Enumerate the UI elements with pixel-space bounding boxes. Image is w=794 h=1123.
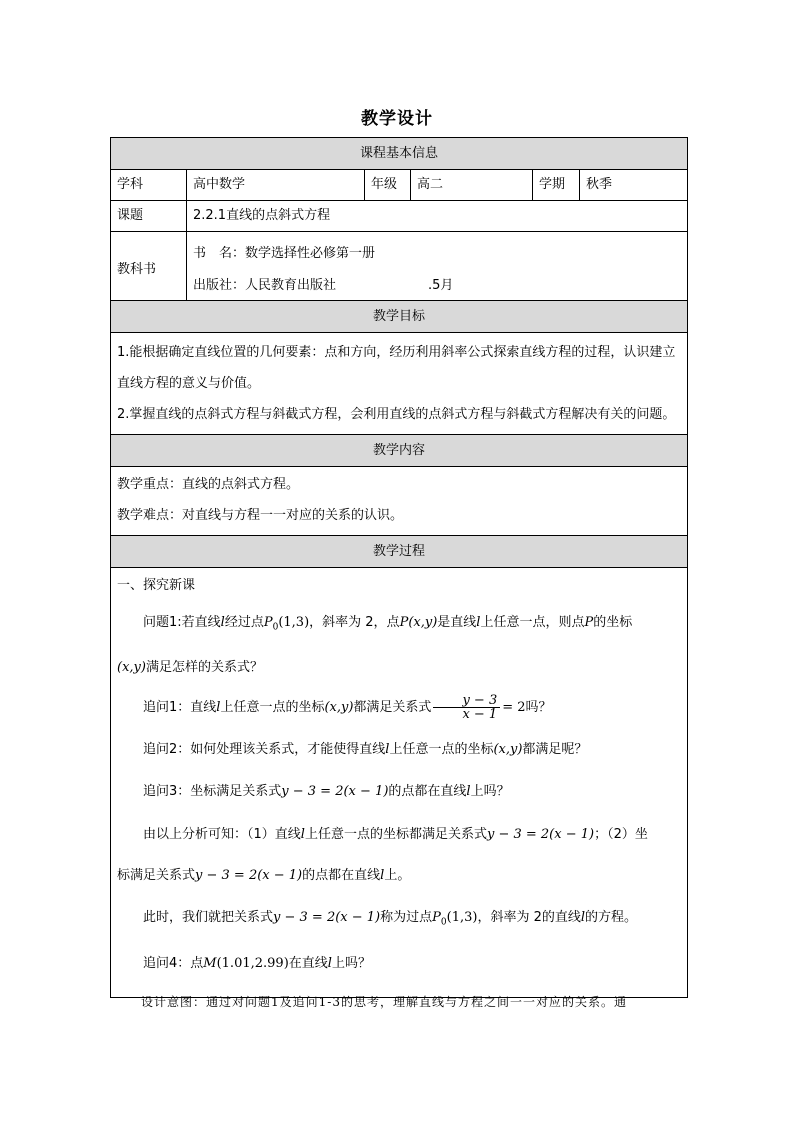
lesson-plan-table xyxy=(110,137,688,1010)
publisher-row xyxy=(111,268,688,301)
analysis-cont: 标满足关系式y − 3 = 2(x − 1)的点都在直线l上。 xyxy=(117,867,411,883)
section-header-process: 教学过程 xyxy=(111,536,688,568)
topic-value: 2.2.1直线的点斜式方程 xyxy=(187,201,688,232)
question-1-cont: (x,y)满足怎样的关系式？ xyxy=(117,659,263,675)
design-intent: 设计意图：通过对问题1及追问1-3的思考，理解直线与方程之间一一对应的关系。通 xyxy=(141,995,627,1010)
textbook-row xyxy=(111,232,688,269)
publish-date: .5月 xyxy=(428,278,454,294)
grade-value: 高二 xyxy=(411,170,533,201)
analysis: 由以上分析可知：（1）直线l上任意一点的坐标都满足关系式y − 3 = 2(x − 1)；（2）坐 xyxy=(143,826,648,842)
follow-up-1: 追问1：直线l上任意一点的坐标(x,y)都满足关系式 $\frac{y - 3}{x - 1}$ = 2吗？ xyxy=(143,692,552,722)
term-value: 秋季 xyxy=(580,170,688,201)
publisher-text: 出版社：人民教育出版社 xyxy=(193,278,337,294)
info-row xyxy=(111,170,688,201)
objective-item: 1.能根据确定直线位置的几何要素：点和方向，经历利用斜率公式探索直线方程的过程，认识建立直线方程的意义与价值。 xyxy=(117,345,676,391)
follow-up-2: 追问2：如何处理该关系式，才能使得直线l上任意一点的坐标(x,y)都满足呢？ xyxy=(143,741,588,757)
term-label: 学期 xyxy=(533,170,580,201)
subject-label: 学科 xyxy=(111,170,187,201)
topic-row xyxy=(111,201,688,232)
grade-label: 年级 xyxy=(365,170,411,201)
textbook-name: 书 名：数学选择性必修第一册 xyxy=(187,232,688,269)
textbook-label: 教科书 xyxy=(111,232,187,301)
process-heading: 一、探究新课 xyxy=(117,578,196,593)
conclusion: 此时，我们就把关系式y − 3 = 2(x − 1)称为过点$P_0(1,3)$，斜率为 2的直线l的方程。 xyxy=(143,909,638,928)
question-1: 问题1:若直线l经过点$P_0(1,3)$，斜率为 2，点P(x,y)是直线l上任意一点，则点P的坐标 xyxy=(143,615,633,633)
subject-value: 高中数学 xyxy=(187,170,365,201)
process-row xyxy=(111,568,688,998)
difficulty: 教学难点：对直线与方程一一对应的关系的认识。 xyxy=(117,508,404,523)
document-title: 教学设计 xyxy=(361,109,433,129)
topic-label: 课题 xyxy=(111,201,187,232)
fraction: $\frac{y - 3}{x - 1}$ xyxy=(433,694,500,721)
follow-up-4: 追问4：点M(1.01,2.99)在直线l上吗？ xyxy=(143,956,371,972)
objective-item: 2.掌握直线的点斜式方程与斜截式方程，会利用直线的点斜式方程与斜截式方程解决有关的问题。 xyxy=(117,407,676,422)
key-point: 教学重点：直线的点斜式方程。 xyxy=(117,477,300,492)
content-row xyxy=(111,467,688,536)
follow-up-3: 追问3：坐标满足关系式y − 3 = 2(x − 1)的点都在直线l上吗？ xyxy=(143,783,510,799)
textbook-publisher xyxy=(187,268,688,301)
section-header-content: 教学内容 xyxy=(111,435,688,467)
objectives-row xyxy=(111,333,688,435)
section-header-basic-info: 课程基本信息 xyxy=(111,138,688,170)
section-header-objectives: 教学目标 xyxy=(111,301,688,333)
